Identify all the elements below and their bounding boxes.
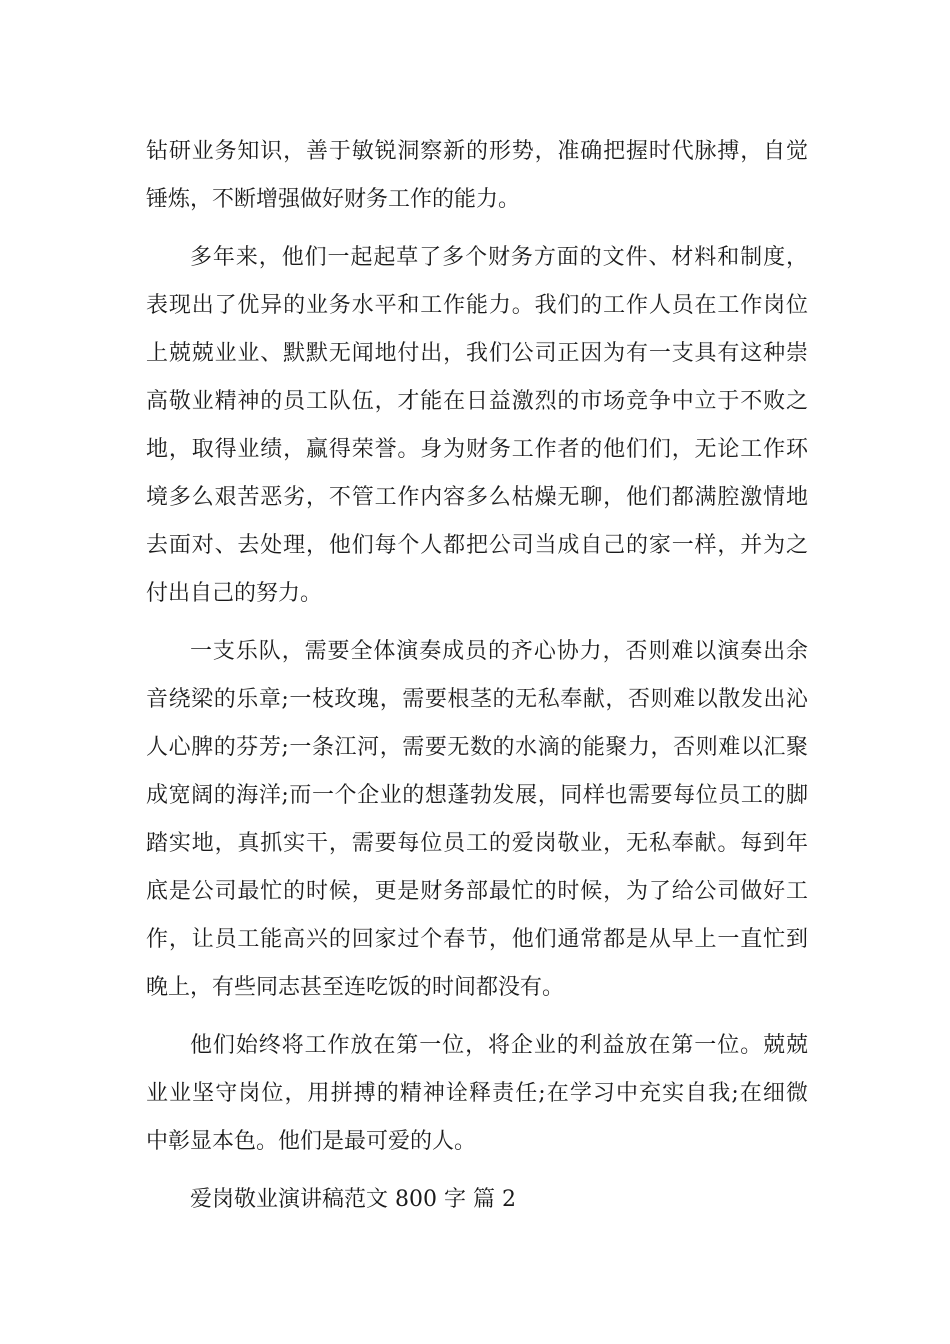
paragraph-4-line-3: 中彰显本色。他们是最可爱的人。 bbox=[146, 1129, 477, 1154]
paragraph-3-line-5: 踏实地，真抓实干，需要每位员工的爱岗敬业，无私奉献。每到年 bbox=[146, 831, 808, 856]
document-page bbox=[146, 128, 808, 1224]
paragraph-4-line-1: 他们始终将工作放在第一位，将企业的利益放在第一位。兢兢 bbox=[190, 1033, 808, 1058]
paragraph-2-line-6: 境多么艰苦恶劣，不管工作内容多么枯燥无聊，他们都满腔激情地 bbox=[146, 485, 808, 510]
paragraph-2-line-8: 付出自己的努力。 bbox=[146, 581, 323, 606]
paragraph-2-line-7: 去面对、去处理，他们每个人都把公司当成自己的家一样，并为之 bbox=[146, 533, 808, 558]
paragraph-2-line-4: 高敬业精神的员工队伍，才能在日益激烈的市场竞争中立于不败之 bbox=[146, 389, 808, 414]
paragraph-3-line-3: 人心脾的芬芳;一条江河，需要无数的水滴的能聚力，否则难以汇聚 bbox=[146, 735, 808, 760]
paragraph-3-line-1: 一支乐队，需要全体演奏成员的齐心协力，否则难以演奏出余 bbox=[190, 639, 808, 664]
paragraph-1-line-1: 钻研业务知识，善于敏锐洞察新的形势，准确把握时代脉搏，自觉 bbox=[146, 139, 808, 164]
paragraph-3-line-4: 成宽阔的海洋;而一个企业的想蓬勃发展，同样也需要每位员工的脚 bbox=[146, 783, 808, 808]
paragraph-3-line-7: 作，让员工能高兴的回家过个春节，他们通常都是从早上一直忙到 bbox=[146, 927, 808, 952]
paragraph-3-line-8: 晚上，有些同志甚至连吃饭的时间都没有。 bbox=[146, 975, 565, 1000]
paragraph-1-line-2: 锤炼，不断增强做好财务工作的能力。 bbox=[146, 187, 521, 212]
paragraph-2-line-5: 地，取得业绩，赢得荣誉。身为财务工作者的他们们，无论工作环 bbox=[146, 437, 808, 462]
paragraph-2-line-2: 表现出了优异的业务水平和工作能力。我们的工作人员在工作岗位 bbox=[146, 293, 808, 318]
paragraph-3-line-2: 音绕梁的乐章;一枝玫瑰，需要根茎的无私奉献，否则难以散发出沁 bbox=[146, 687, 808, 712]
paragraph-4-line-2: 业业坚守岗位，用拼搏的精神诠释责任;在学习中充实自我;在细微 bbox=[146, 1081, 808, 1106]
paragraph-3-line-6: 底是公司最忙的时候，更是财务部最忙的时候，为了给公司做好工 bbox=[146, 879, 808, 904]
paragraph-2-line-3: 上兢兢业业、默默无闻地付出，我们公司正因为有一支具有这种崇 bbox=[146, 341, 808, 366]
section-heading: 爱岗敬业演讲稿范文 800 字 篇 2 bbox=[190, 1187, 516, 1212]
paragraph-2-line-1: 多年来，他们一起起草了多个财务方面的文件、材料和制度， bbox=[190, 245, 808, 270]
